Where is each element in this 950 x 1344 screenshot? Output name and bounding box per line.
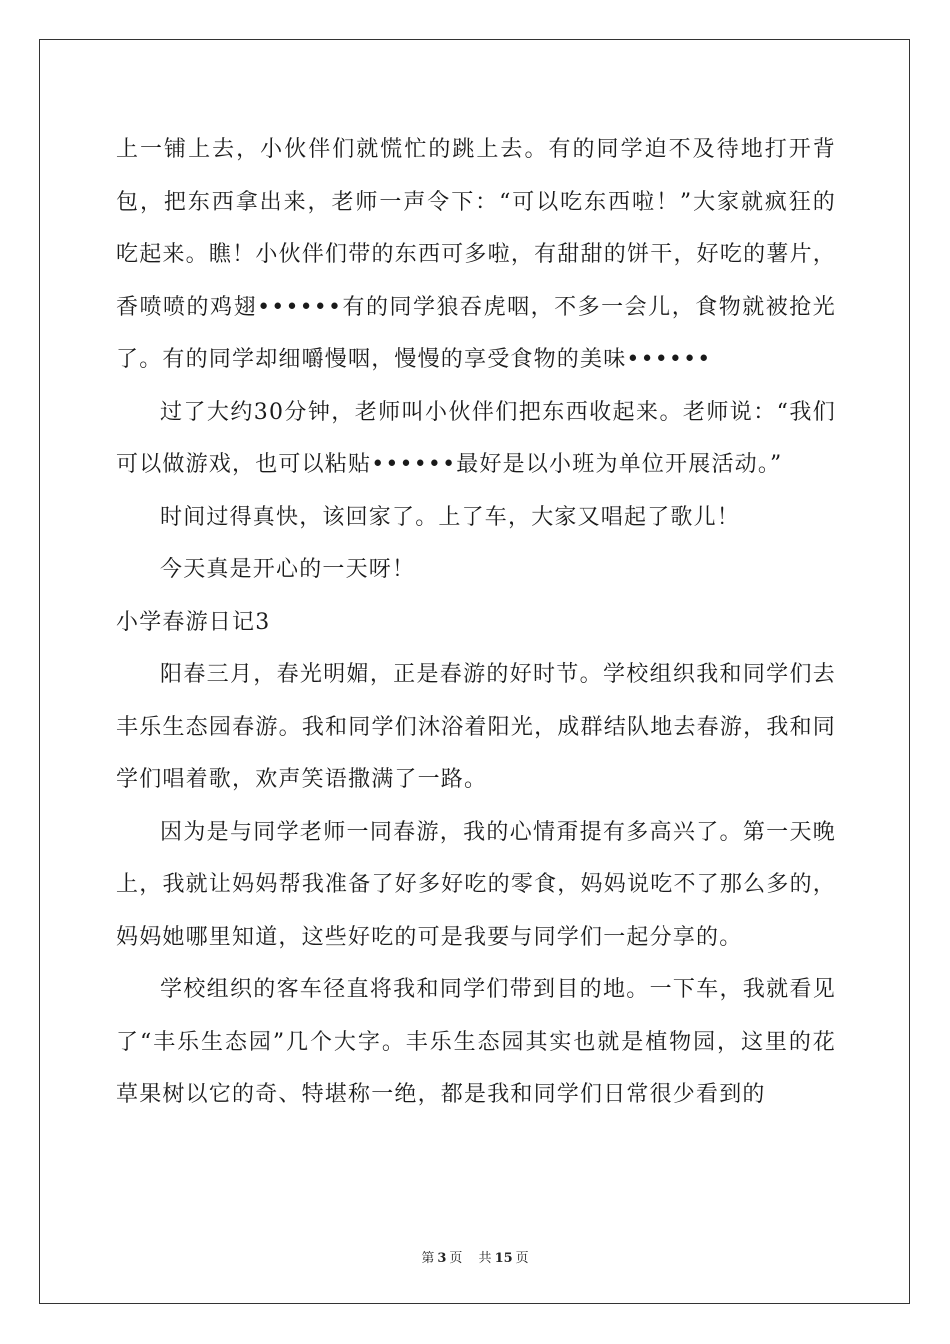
total-pages-indicator — [476, 1251, 532, 1266]
paragraph: 今天真是开心的一天呀！ — [160, 557, 416, 582]
paragraph: 时间过得真快，该回家了。上了车，大家又唱起了歌儿！ — [160, 504, 741, 530]
paragraph: 上一铺上去，小伙伴们就慌忙的跳上去。有的同学迫不及待地打开背包，把东西拿出来，老师一声令下：“可以吃东西啦！”大家就疯狂的吃起来。瞧！小伙伴们带的东西可多啦，有甜甜的饼干，好吃的薯片，香喷喷的鸡翅••••••有的同学狼吞虎咽，不多一会儿，食物就被抢光了。有的同学却细嚼慢咽，慢慢的享受食物的美味•••••• — [116, 137, 836, 372]
total-label-suffix: 页 — [515, 1251, 529, 1266]
paragraph: 过了大约30分钟，老师叫小伙伴们把东西收起来。老师说：“我们可以做游戏，也可以粘贴••••••最好是以小班为单位开展活动。” — [116, 399, 836, 477]
page-footer — [0, 1247, 950, 1266]
paragraph: 因为是与同学老师一同春游，我的心情甭提有多高兴了。第一天晚上，我就让妈妈帮我准备了好多好吃的零食，妈妈说吃不了那么多的，妈妈她哪里知道，这些好吃的可是我要与同学们一起分享的。 — [116, 819, 836, 950]
paragraph: 学校组织的客车径直将我和同学们带到目的地。一下车，我就看见了“丰乐生态园”几个大字。丰乐生态园其实也就是植物园，这里的花草果树以它的奇、特堪称一绝，都是我和同学们日常很少看到的 — [116, 977, 836, 1107]
page-indicator — [418, 1251, 465, 1266]
paragraph: 阳春三月，春光明媚，正是春游的好时节。学校组织我和同学们去丰乐生态园春游。我和同学们沐浴着阳光，成群结队地去春游，我和同学们唱着歌，欢声笑语撒满了一路。 — [116, 662, 836, 792]
section-heading: 小学春游日记3 — [116, 609, 271, 635]
page-label-prefix: 第 — [421, 1251, 435, 1266]
document-body — [116, 124, 836, 1122]
page-label-suffix: 页 — [449, 1251, 463, 1266]
current-page-number: 3 — [437, 1251, 447, 1266]
total-label-prefix: 共 — [478, 1251, 492, 1266]
total-pages-number: 15 — [494, 1251, 513, 1266]
